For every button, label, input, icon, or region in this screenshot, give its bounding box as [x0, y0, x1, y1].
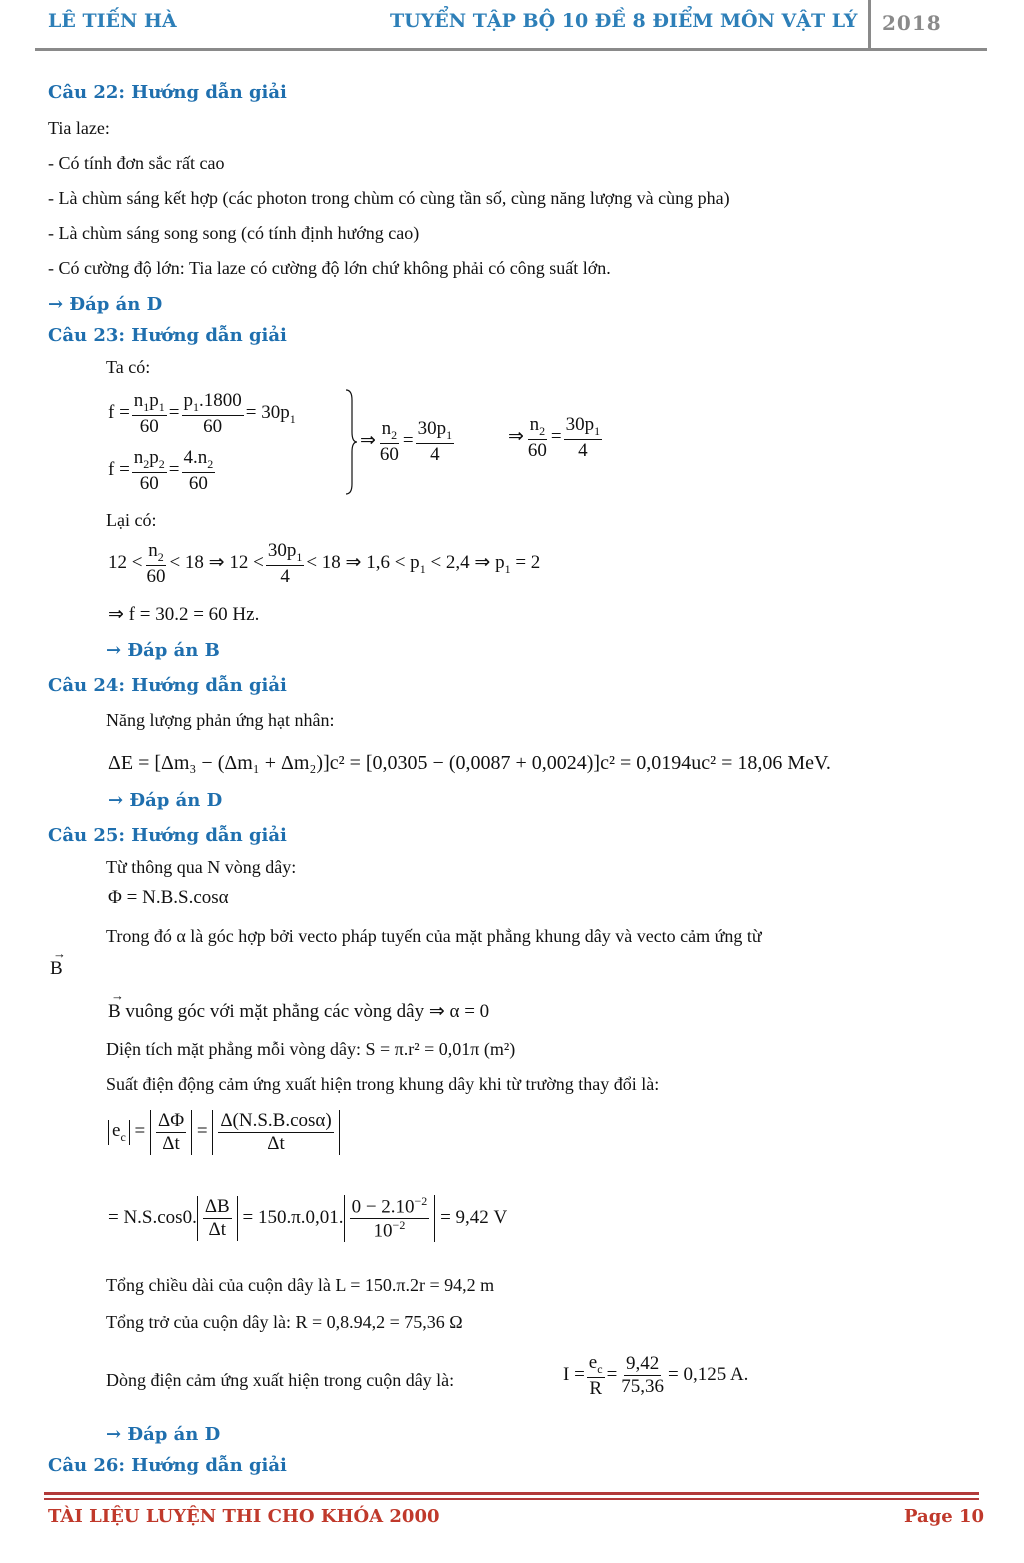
- q25-eq-flux: Φ = N.B.S.cosα: [108, 887, 229, 908]
- q22-line-1: Tia laze:: [48, 118, 110, 138]
- q25-answer: → Đáp án D: [106, 1424, 221, 1445]
- footer-rule-thin: [44, 1498, 979, 1500]
- q24-heading: Câu 24: Hướng dẫn giải: [48, 675, 287, 696]
- q23-eq-inequality: 12 < $\frac{n_2}{60}$ < 18 ⇒ 12 < $\frac{30p_1}{4}$ < 18 ⇒ $1,6 < p_1 < 2,4$ ⇒ $p_1 = 2$: [108, 540, 541, 587]
- q25-line-5: Diện tích mặt phẳng mỗi vòng dây: S = π.r² = 0,01π (m²): [106, 1039, 516, 1059]
- header-rule: [35, 48, 987, 51]
- q25-eq-emf-2: = N.S.cos0. $\frac{\Delta B}{\Delta t}$ = 150.π.0,01. $\frac{0 - 2.10^{-2}}{10^{-2}}$ = 9,42 V: [108, 1194, 508, 1242]
- q25-line-9: Dòng điện cảm ứng xuất hiện trong cuộn dây là:: [106, 1370, 455, 1390]
- q25-line-4: → B vuông góc với mặt phẳng các vòng dây ⇒ α = 0: [108, 988, 490, 1022]
- q25-line-2: Trong đó α là góc hợp bởi vecto pháp tuyến của mặt phẳng khung dây và vecto cảm ứng từ: [106, 926, 762, 946]
- footer-rule-thick: [44, 1492, 979, 1495]
- q23-eq-ratio-1: ⇒ $\frac{n_2}{60}$ = $\frac{30p_1}{4}$: [360, 418, 453, 465]
- q22-line-5: - Có cường độ lớn: Tia laze có cường độ lớn chứ không phải có công suất lớn.: [48, 258, 611, 278]
- q22-heading: Câu 22: Hướng dẫn giải: [48, 82, 287, 103]
- q23-answer: → Đáp án B: [106, 640, 220, 661]
- q23-result: ⇒ f = 30.2 = 60 Hz.: [108, 604, 260, 625]
- q23-heading: Câu 23: Hướng dẫn giải: [48, 325, 287, 346]
- q25-eq-emf-1: $e_c$ = $\frac{\Delta\Phi}{\Delta t}$ = $\frac{\Delta(N.S.B.\cos\alpha)}{\Delta t}$: [108, 1110, 340, 1155]
- q24-equation: ΔE = [Δm₃ − (Δm₁ + Δm₂)]c² = [0,0305 − (0,0087 + 0,0024)]c² = 0,0194uc² = 18,06 MeV.: [108, 752, 831, 774]
- header-author: LÊ TIẾN HÀ: [48, 10, 177, 32]
- q22-line-4: - Là chùm sáng song song (có tính định hướng cao): [48, 223, 420, 243]
- q23-eq-f1: f = $\frac{n_1p_1}{60}$ = $\frac{p_1.1800}{60}$ = $30p_1$: [108, 390, 296, 437]
- arrow-icon: →: [53, 946, 66, 961]
- q25-line-6: Suất điện động cảm ứng xuất hiện trong khung dây khi từ trường thay đổi là:: [106, 1074, 660, 1094]
- q23-eq-f2: f = $\frac{n_2p_2}{60}$ = $\frac{4.n_2}{60}$: [108, 447, 214, 494]
- q23-line-2: Lại có:: [106, 510, 157, 530]
- q25-eq-current: I = $\frac{e_c}{R}$ = $\frac{9,42}{75,36}$ = 0,125 A.: [563, 1352, 749, 1399]
- header-year: 2018: [882, 11, 942, 35]
- q25-vector-b: → B: [50, 946, 66, 979]
- q25-line-1: Từ thông qua N vòng dây:: [106, 857, 297, 877]
- q22-answer: → Đáp án D: [48, 294, 163, 315]
- q22-line-3: - Là chùm sáng kết hợp (các photon trong chùm có cùng tần số, cùng năng lượng và cùng pha): [48, 188, 730, 208]
- q25-line-7: Tổng chiều dài của cuộn dây là L = 150.π.2r = 94,2 m: [106, 1275, 495, 1295]
- footer-page-number: Page 10: [904, 1506, 985, 1527]
- q25-line-8: Tổng trở của cuộn dây là: R = 0,8.94,2 = 75,36 Ω: [106, 1312, 463, 1332]
- q25-heading: Câu 25: Hướng dẫn giải: [48, 825, 287, 846]
- q22-line-2: - Có tính đơn sắc rất cao: [48, 153, 225, 173]
- arrow-icon: →: [111, 988, 124, 1003]
- q26-heading: Câu 26: Hướng dẫn giải: [48, 1455, 287, 1476]
- q24-answer: → Đáp án D: [108, 790, 223, 811]
- footer-course: TÀI LIỆU LUYỆN THI CHO KHÓA 2000: [48, 1506, 440, 1527]
- q23-line-1: Ta có:: [106, 357, 151, 377]
- brace-icon: [344, 388, 358, 496]
- header-title: TUYỂN TẬP BỘ 10 ĐỀ 8 ĐIỂM MÔN VẬT LÝ: [390, 10, 858, 32]
- q24-line-1: Năng lượng phản ứng hạt nhân:: [106, 710, 335, 730]
- q23-eq-ratio-2: ⇒ $\frac{n_2}{60}$ = $\frac{30p_1}{4}$: [508, 414, 601, 461]
